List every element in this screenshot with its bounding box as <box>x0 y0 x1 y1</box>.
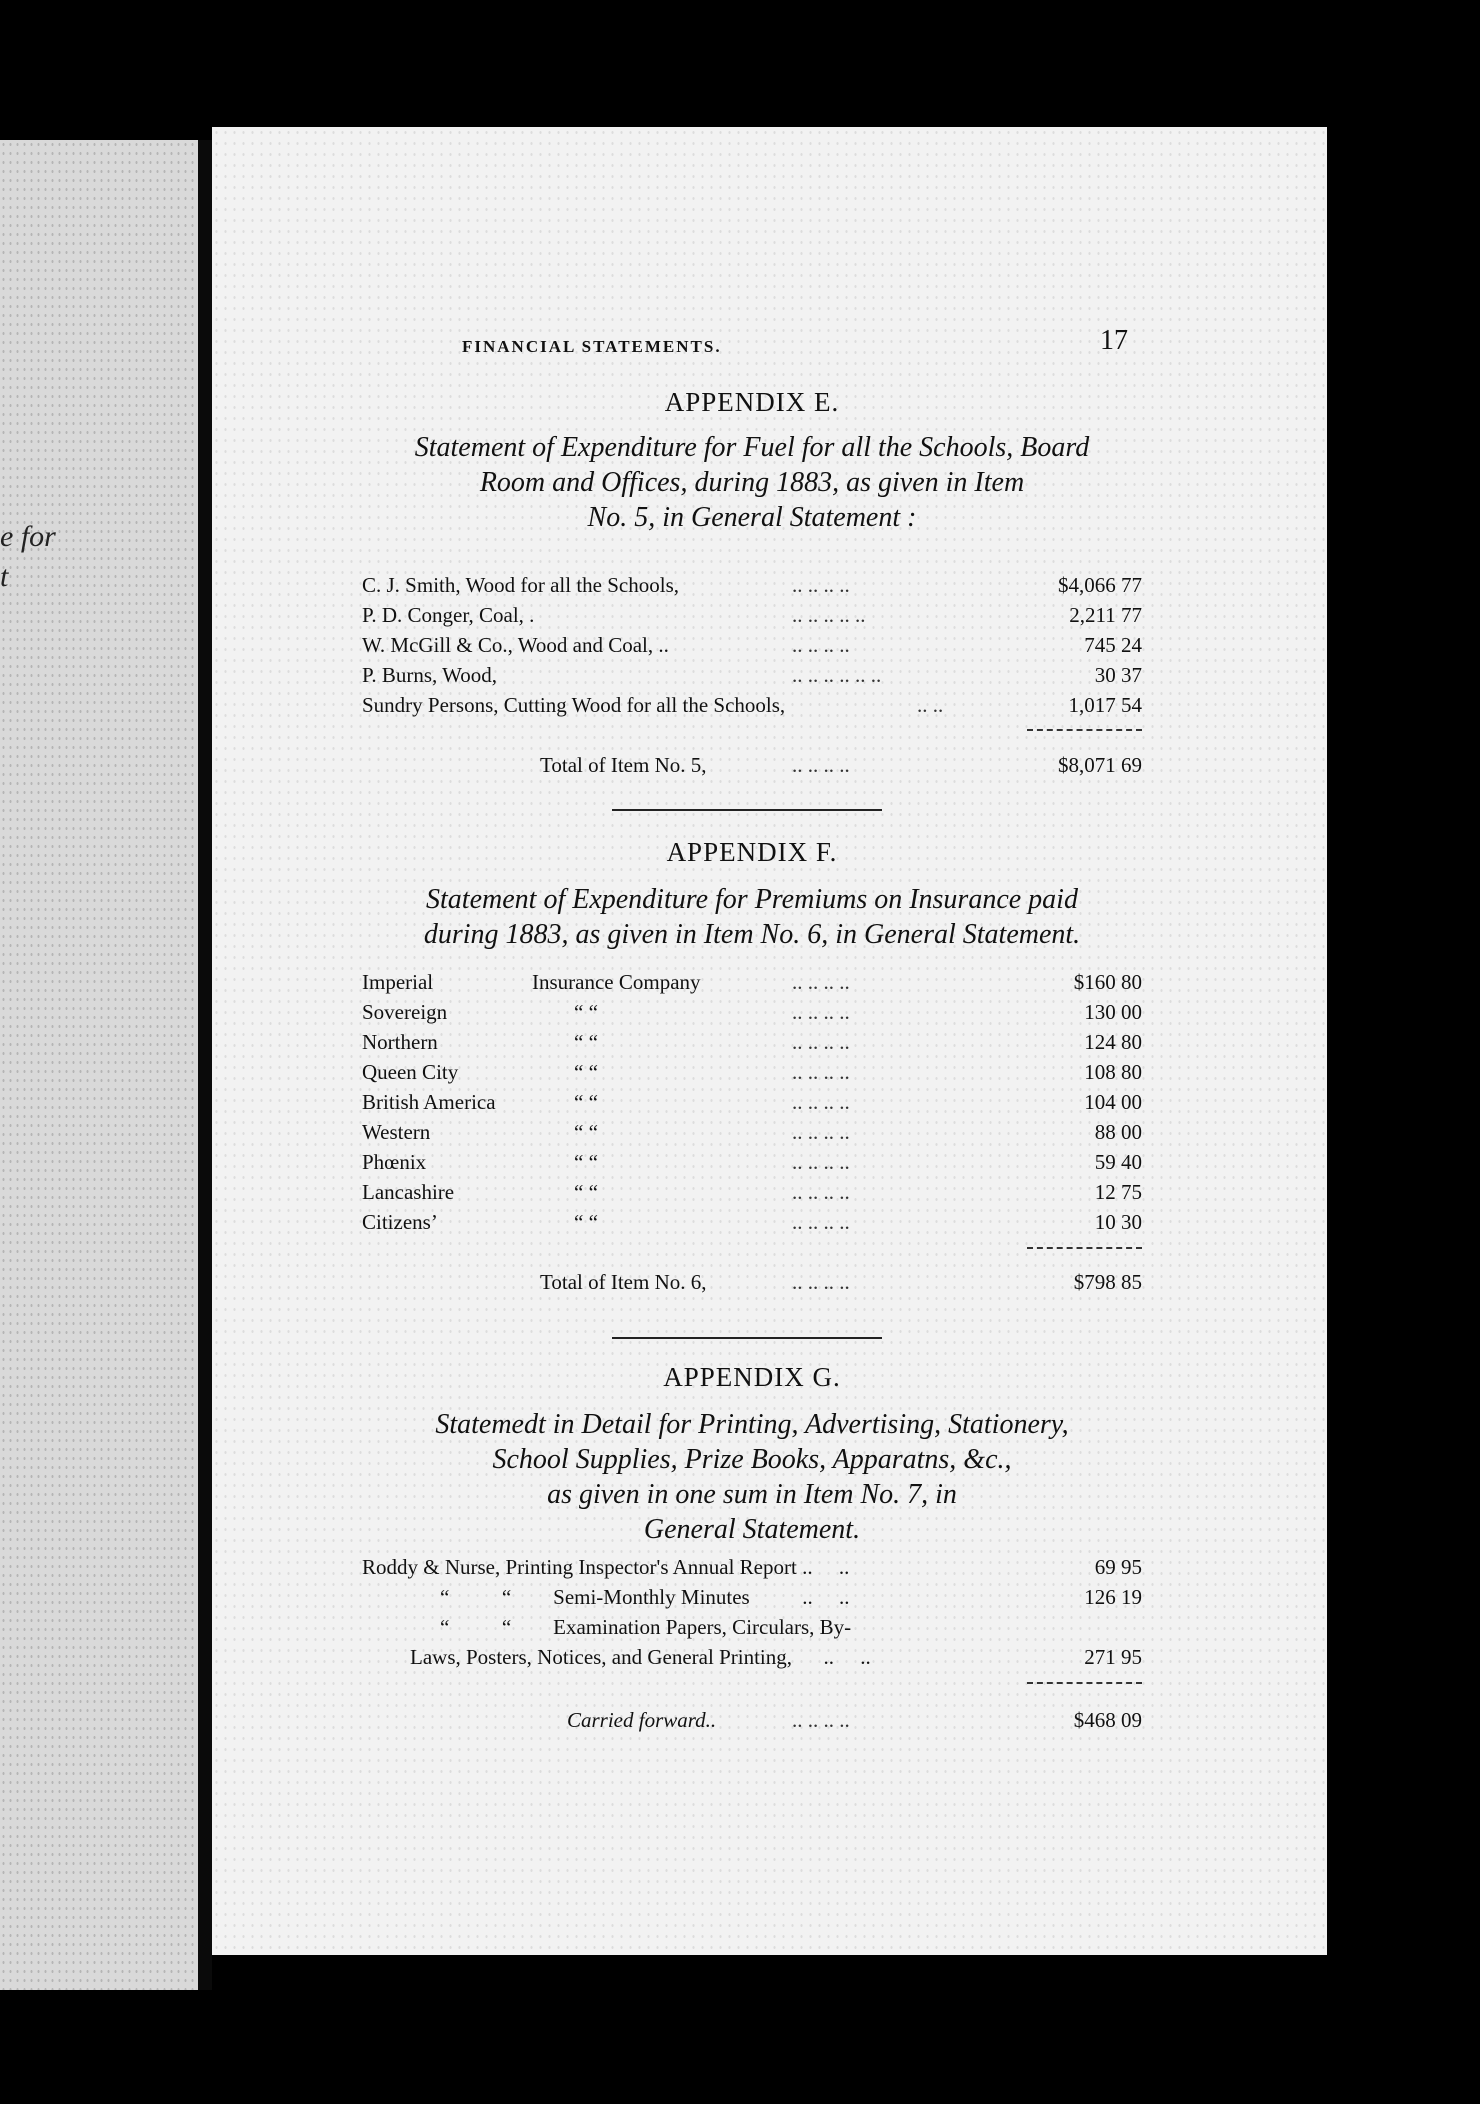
expenditure-row <box>362 690 1142 720</box>
row-amount: 88 00 <box>1094 1120 1142 1144</box>
row-label: Sundry Persons, Cutting Wood for all the Schools, <box>362 693 786 717</box>
leader-dots: .. .. .. .. <box>792 1708 850 1732</box>
document-page <box>212 127 1327 1955</box>
insurance-row <box>362 1057 1142 1087</box>
book-spine <box>198 140 212 1990</box>
company-name: Western <box>362 1120 431 1144</box>
statement-line: Statement of Expenditure for Premiums on Insurance paid <box>426 884 1078 915</box>
row-label: “ “ Examination Papers, Circulars, By- <box>440 1615 852 1639</box>
row-amount: 745 24 <box>1084 633 1142 657</box>
statement-line: School Supplies, Prize Books, Apparatns, &c., <box>492 1444 1012 1475</box>
leader-dots: .. .. .. .. <box>792 573 850 597</box>
expenditure-row <box>362 600 1142 630</box>
total-row <box>362 750 1142 780</box>
insurance-row <box>362 1147 1142 1177</box>
company-name: British America <box>362 1090 496 1114</box>
insurance-row <box>362 1117 1142 1147</box>
company-name: Imperial <box>362 970 434 994</box>
row-label: Roddy & Nurse, Printing Inspector's Annual Report .. .. <box>362 1555 850 1579</box>
ditto-marks: “ “ <box>574 1000 598 1024</box>
section-divider <box>612 809 882 811</box>
appendix-e-title: APPENDIX E. <box>664 387 840 417</box>
expenditure-row <box>362 630 1142 660</box>
row-label: P. Burns, Wood, <box>362 663 498 687</box>
company-name: Northern <box>362 1030 438 1054</box>
statement-line: Statement of Expenditure for Fuel for all the Schools, Board <box>414 432 1090 463</box>
row-amount: 130 00 <box>1084 1000 1142 1024</box>
insurance-row <box>362 1177 1142 1207</box>
row-amount: 30 37 <box>1094 663 1142 687</box>
row-amount: 104 00 <box>1084 1090 1142 1114</box>
statement-line: as given in one sum in Item No. 7, in <box>547 1479 957 1510</box>
row-label: “ “ Semi-Monthly Minutes .. .. <box>440 1585 850 1609</box>
leader-dots: .. .. .. .. <box>792 970 850 994</box>
carried-forward-row <box>362 1705 1142 1735</box>
row-amount: 10 30 <box>1094 1210 1142 1234</box>
leader-dots: .. .. .. .. .. <box>792 603 866 627</box>
ditto-marks: “ “ <box>574 1180 598 1204</box>
row-amount: $160 80 <box>1073 970 1142 994</box>
insurance-row <box>362 1027 1142 1057</box>
company-name: Queen City <box>362 1060 459 1084</box>
company-name: Citizens’ <box>362 1210 438 1234</box>
row-amount: $4,066 77 <box>1058 573 1142 597</box>
company-name: Sovereign <box>362 1000 448 1024</box>
company-name: Phœnix <box>362 1150 427 1174</box>
printing-row <box>362 1582 1142 1612</box>
leader-dots: .. .. <box>917 693 944 717</box>
row-amount: 2,211 77 <box>1069 603 1142 627</box>
leader-dots: .. .. .. .. <box>792 1060 850 1084</box>
row-amount: 271 95 <box>1084 1645 1142 1669</box>
row-label: Laws, Posters, Notices, and General Printing, .. .. <box>410 1645 871 1669</box>
sum-rule <box>1027 729 1142 731</box>
total-amount: $8,071 69 <box>1058 753 1142 777</box>
row-label: C. J. Smith, Wood for all the Schools, <box>362 573 680 597</box>
row-amount: 126 19 <box>1084 1585 1142 1609</box>
row-label: W. McGill & Co., Wood and Coal, .. <box>362 633 669 657</box>
page-number: 17 <box>1100 325 1128 356</box>
sum-rule <box>1027 1682 1142 1684</box>
leader-dots: .. .. .. .. <box>792 753 850 777</box>
statement-line: No. 5, in General Statement : <box>587 502 917 533</box>
row-amount: 1,017 54 <box>1068 693 1142 717</box>
insurance-row <box>362 997 1142 1027</box>
left-page-text-fragment: e for <box>0 520 56 553</box>
leader-dots: .. .. .. .. <box>792 1000 850 1024</box>
leader-dots: .. .. .. .. <box>792 1210 850 1234</box>
statement-line: Statemedt in Detail for Printing, Advertising, Stationery, <box>435 1409 1069 1440</box>
leader-dots: .. .. .. .. <box>792 1150 850 1174</box>
sum-rule <box>1027 1247 1142 1249</box>
left-facing-page <box>0 140 200 1990</box>
carried-forward-amount: $468 09 <box>1073 1708 1142 1732</box>
printing-row <box>362 1612 1142 1642</box>
ditto-marks: “ “ <box>574 1030 598 1054</box>
ditto-marks: “ “ <box>574 1090 598 1114</box>
ditto-marks: “ “ <box>574 1150 598 1174</box>
expenditure-row <box>362 570 1142 600</box>
printing-row <box>362 1552 1142 1582</box>
leader-dots: .. .. .. .. <box>792 1180 850 1204</box>
appendix-g-title: APPENDIX G. <box>663 1362 841 1392</box>
leader-dots: .. .. .. .. .. .. <box>792 663 882 687</box>
row-amount: 69 95 <box>1094 1555 1142 1579</box>
company-name: Lancashire <box>362 1180 455 1204</box>
leader-dots: .. .. .. .. <box>792 1120 850 1144</box>
ditto-marks: “ “ <box>574 1120 598 1144</box>
total-amount: $798 85 <box>1073 1270 1142 1294</box>
appendix-e-statement <box>362 430 1142 535</box>
carried-forward-label: Carried forward.. <box>567 1708 717 1732</box>
ditto-marks: “ “ <box>574 1060 598 1084</box>
total-label: Total of Item No. 6, <box>540 1270 707 1294</box>
appendix-g-statement <box>362 1407 1142 1547</box>
row-amount: 12 75 <box>1094 1180 1142 1204</box>
row-amount: 124 80 <box>1084 1030 1142 1054</box>
row-label: P. D. Conger, Coal, . <box>362 603 535 627</box>
statement-line: during 1883, as given in Item No. 6, in General Statement. <box>423 919 1081 950</box>
printing-row <box>362 1642 1142 1672</box>
leader-dots: .. .. .. .. <box>792 1030 850 1054</box>
leader-dots: .. .. .. .. <box>792 1270 850 1294</box>
total-label: Total of Item No. 5, <box>540 753 707 777</box>
insurance-row <box>362 1207 1142 1237</box>
insurance-row <box>362 967 1142 997</box>
leader-dots: .. .. .. .. <box>792 1090 850 1114</box>
section-divider <box>612 1337 882 1339</box>
appendix-f-title: APPENDIX F. <box>666 837 838 867</box>
company-type: Insurance Company <box>532 970 701 994</box>
ditto-marks: “ “ <box>574 1210 598 1234</box>
running-title: FINANCIAL STATEMENTS. <box>462 337 722 356</box>
insurance-row <box>362 1087 1142 1117</box>
statement-line: Room and Offices, during 1883, as given in Item <box>479 467 1025 498</box>
total-row <box>362 1267 1142 1297</box>
row-amount: 108 80 <box>1084 1060 1142 1084</box>
left-page-text-fragment: t <box>0 560 9 593</box>
statement-line: General Statement. <box>643 1514 861 1545</box>
leader-dots: .. .. .. .. <box>792 633 850 657</box>
expenditure-row <box>362 660 1142 690</box>
appendix-f-statement <box>362 882 1142 952</box>
row-amount: 59 40 <box>1094 1150 1142 1174</box>
